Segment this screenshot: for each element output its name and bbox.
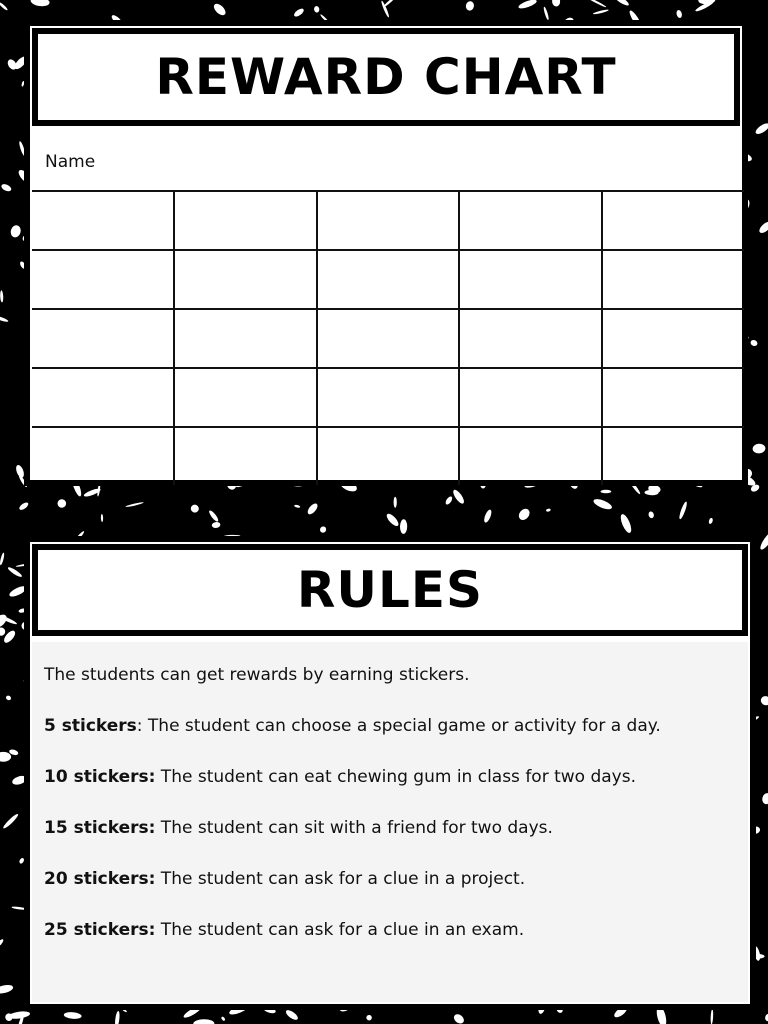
rule-stickers: 5 stickers <box>44 716 137 736</box>
grid-cell <box>32 368 174 427</box>
grid-cell <box>174 191 316 250</box>
grid-cell <box>602 191 744 250</box>
grid-cell <box>32 191 174 250</box>
grid-cell <box>317 427 459 485</box>
grid-cell <box>317 250 459 309</box>
rules-body <box>32 642 748 1002</box>
rules-title: RULES <box>296 561 484 619</box>
reward-chart-title: REWARD CHART <box>155 48 617 106</box>
grid-cell <box>32 250 174 309</box>
rule-text: The student can ask for a clue in a project. <box>155 869 526 889</box>
rule-item <box>44 766 736 788</box>
grid-row <box>32 191 744 250</box>
grid-cell <box>174 250 316 309</box>
grid-row <box>32 427 744 485</box>
rule-text: The student can sit with a friend for two days. <box>155 818 553 838</box>
grid-cell <box>317 309 459 368</box>
rule-item <box>44 919 736 941</box>
rule-stickers: 25 stickers: <box>44 920 156 940</box>
grid-cell <box>32 427 174 485</box>
grid-row <box>32 368 744 427</box>
grid-cell <box>602 427 744 485</box>
rule-text: : The student can choose a special game or activity for a day. <box>136 716 661 736</box>
name-label: Name <box>45 152 96 172</box>
grid-row <box>32 309 744 368</box>
grid-cell <box>459 368 601 427</box>
grid-cell <box>602 368 744 427</box>
rule-item <box>44 817 736 839</box>
rules-intro: The students can get rewards by earning stickers. <box>44 665 470 685</box>
rule-stickers: 20 stickers: <box>44 869 156 889</box>
rule-item <box>44 715 736 737</box>
grid-cell <box>174 368 316 427</box>
sticker-grid <box>32 190 744 485</box>
grid-cell <box>174 427 316 485</box>
rule-stickers: 10 stickers: <box>44 767 156 787</box>
reward-chart-title-box <box>32 28 740 126</box>
grid-cell <box>602 309 744 368</box>
rule-text: The student can ask for a clue in an exam. <box>155 920 525 940</box>
rules-title-box <box>32 544 748 636</box>
grid-cell <box>602 250 744 309</box>
grid-cell <box>174 309 316 368</box>
rule-text: The student can eat chewing gum in class for two days. <box>155 767 637 787</box>
grid-cell <box>459 309 601 368</box>
grid-cell <box>459 250 601 309</box>
rules-card <box>24 536 756 1010</box>
grid-cell <box>459 191 601 250</box>
grid-cell <box>32 309 174 368</box>
rule-item <box>44 868 736 890</box>
grid-cell <box>459 427 601 485</box>
rule-stickers: 15 stickers: <box>44 818 156 838</box>
grid-cell <box>317 191 459 250</box>
grid-row <box>32 250 744 309</box>
grid-cell <box>317 368 459 427</box>
reward-chart-card <box>24 20 748 486</box>
